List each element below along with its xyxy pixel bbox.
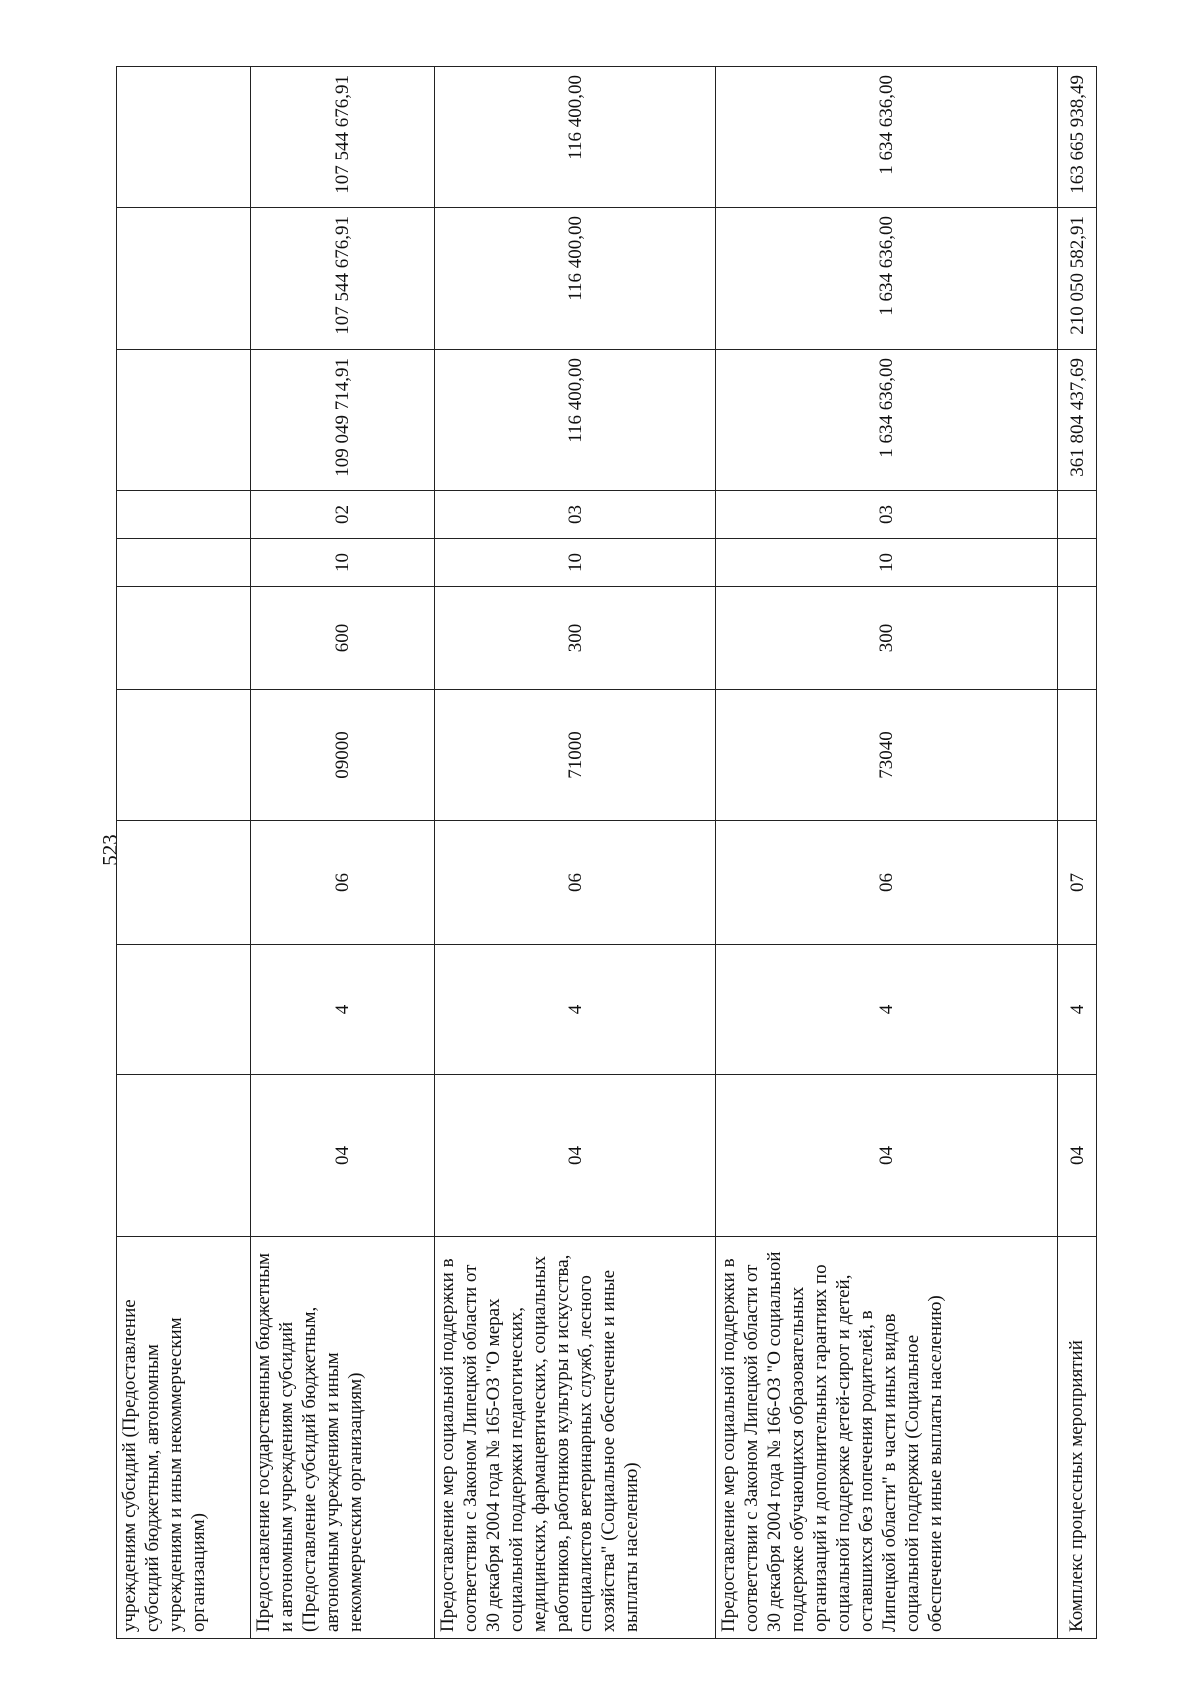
code-cell: 4 (716, 945, 1058, 1075)
code-cell: 10 (716, 539, 1058, 587)
code-cell: 71000 (435, 690, 716, 821)
code-cell (117, 491, 251, 539)
code-cell: 4 (1058, 945, 1097, 1075)
code-cell (117, 1075, 251, 1237)
code-cell: 04 (251, 1075, 435, 1237)
amount-cell: 116 400,00 (435, 208, 716, 350)
code-cell: 06 (716, 821, 1058, 945)
code-cell: 03 (435, 491, 716, 539)
code-cell: 600 (251, 587, 435, 690)
amount-cell: 107 544 676,91 (251, 67, 435, 208)
amount-cell: 109 049 714,91 (251, 350, 435, 491)
code-cell: 06 (435, 821, 716, 945)
code-cell: 06 (251, 821, 435, 945)
table-row (716, 67, 1058, 1639)
code-cell (117, 945, 251, 1075)
amount-cell: 210 050 582,91 (1058, 208, 1097, 350)
amount-cell (117, 67, 251, 208)
amount-cell: 107 544 676,91 (251, 208, 435, 350)
code-cell: 10 (435, 539, 716, 587)
amount-cell: 1 634 636,00 (716, 208, 1058, 350)
code-cell: 73040 (716, 690, 1058, 821)
code-cell: 02 (251, 491, 435, 539)
amount-cell: 116 400,00 (435, 67, 716, 208)
code-cell (117, 821, 251, 945)
code-cell: 04 (716, 1075, 1058, 1237)
rotated-table-container (116, 67, 1096, 1639)
code-cell: 4 (435, 945, 716, 1075)
table-row (117, 67, 251, 1639)
table-row (1058, 67, 1097, 1639)
code-cell (1058, 690, 1097, 821)
code-cell (117, 587, 251, 690)
code-cell (117, 539, 251, 587)
code-cell: 04 (435, 1075, 716, 1237)
code-cell: 07 (1058, 821, 1097, 945)
code-cell: 4 (251, 945, 435, 1075)
page-number: 523 (98, 834, 122, 866)
amount-cell (117, 350, 251, 491)
amount-cell: 361 804 437,69 (1058, 350, 1097, 491)
amount-cell (117, 208, 251, 350)
code-cell (1058, 587, 1097, 690)
amount-cell: 1 634 636,00 (716, 350, 1058, 491)
code-cell: 04 (1058, 1075, 1097, 1237)
code-cell (117, 690, 251, 821)
code-cell: 10 (251, 539, 435, 587)
row-description: Предоставление мер социальной поддержки в соответствии с Законом Липецкой области от 30 декабря 2004 года № 165-ОЗ "О мерах социальной поддержки педагогических, медицинских, фармацевтических, социальных работников, работников культуры и искусства, специалистов ветеринарных служб, лесного хозяйства" (Социальное обеспечение и иные выплаты населению) (435, 1237, 716, 1639)
row-description: Предоставление мер социальной поддержки в соответствии с Законом Липецкой области от 30 декабря 2004 года № 166-ОЗ "О социальной поддержке обучающихся образовательных организаций и дополнительных гарантиях по социальной поддержке детей-сирот и детей, оставшихся без попечения родителей, в Липецкой области" в части иных видов социальной поддержки (Социальное обеспечение и иные выплаты населению) (716, 1237, 1058, 1639)
code-cell: 09000 (251, 690, 435, 821)
table-row (251, 67, 435, 1639)
budget-table (116, 66, 1097, 1639)
amount-cell: 163 665 938,49 (1058, 67, 1097, 208)
code-cell: 300 (716, 587, 1058, 690)
code-cell (1058, 491, 1097, 539)
row-description: учреждениям субсидий (Предоставление субсидий бюджетным, автономным учреждениям и иным некоммерческим организациям) (117, 1237, 251, 1639)
amount-cell: 1 634 636,00 (716, 67, 1058, 208)
code-cell: 03 (716, 491, 1058, 539)
row-description: Предоставление государственным бюджетным и автономным учреждениям субсидий (Предоставление субсидий бюджетным, автономным учреждениям и иным некоммерческим организациям) (251, 1237, 435, 1639)
table-row (435, 67, 716, 1639)
row-description: Комплекс процессных мероприятий (1058, 1237, 1097, 1639)
code-cell: 300 (435, 587, 716, 690)
amount-cell: 116 400,00 (435, 350, 716, 491)
code-cell (1058, 539, 1097, 587)
